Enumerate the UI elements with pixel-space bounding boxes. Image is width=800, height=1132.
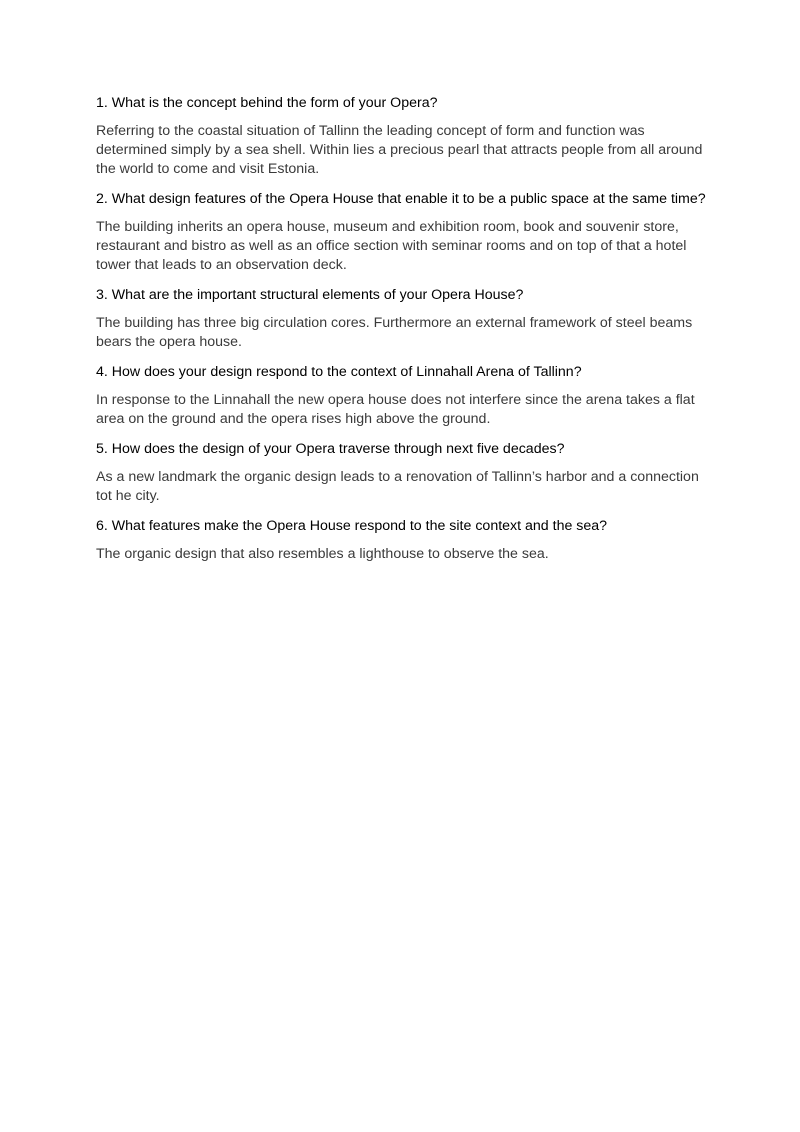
question-3: 3. What are the important structural elements of your Opera House? <box>96 287 524 303</box>
answer-1: Referring to the coastal situation of Tallinn the leading concept of form and function was determined simply by a sea shell. Within lies a precious pearl that attracts people from all around the world to come and visit Estonia. <box>96 123 703 177</box>
qa-item-6 <box>96 517 708 564</box>
qa-item-1 <box>96 94 708 179</box>
question-1: 1. What is the concept behind the form of your Opera? <box>96 95 438 111</box>
question-4: 4. How does your design respond to the context of Linnahall Arena of Tallinn? <box>96 364 582 380</box>
question-6: 6. What features make the Opera House respond to the site context and the sea? <box>96 518 608 534</box>
qa-item-2 <box>96 190 708 275</box>
qa-item-3 <box>96 286 708 352</box>
question-2: 2. What design features of the Opera House that enable it to be a public space at the same time? <box>96 191 706 207</box>
answer-2: The building inherits an opera house, museum and exhibition room, book and souvenir store, restaurant and bistro as well as an office section with seminar rooms and on top of that a hotel tower that leads to an observation deck. <box>96 219 687 273</box>
qa-item-4 <box>96 363 708 429</box>
answer-5: As a new landmark the organic design leads to a renovation of Tallinn’s harbor and a connection tot he city. <box>96 469 699 504</box>
qa-item-5 <box>96 440 708 506</box>
answer-4: In response to the Linnahall the new opera house does not interfere since the arena takes a flat area on the ground and the opera rises high above the ground. <box>96 392 695 427</box>
answer-3: The building has three big circulation cores. Furthermore an external framework of steel beams bears the opera house. <box>96 315 693 350</box>
document-page <box>96 94 708 575</box>
question-5: 5. How does the design of your Opera traverse through next five decades? <box>96 441 565 457</box>
answer-6: The organic design that also resembles a lighthouse to observe the sea. <box>96 546 549 562</box>
